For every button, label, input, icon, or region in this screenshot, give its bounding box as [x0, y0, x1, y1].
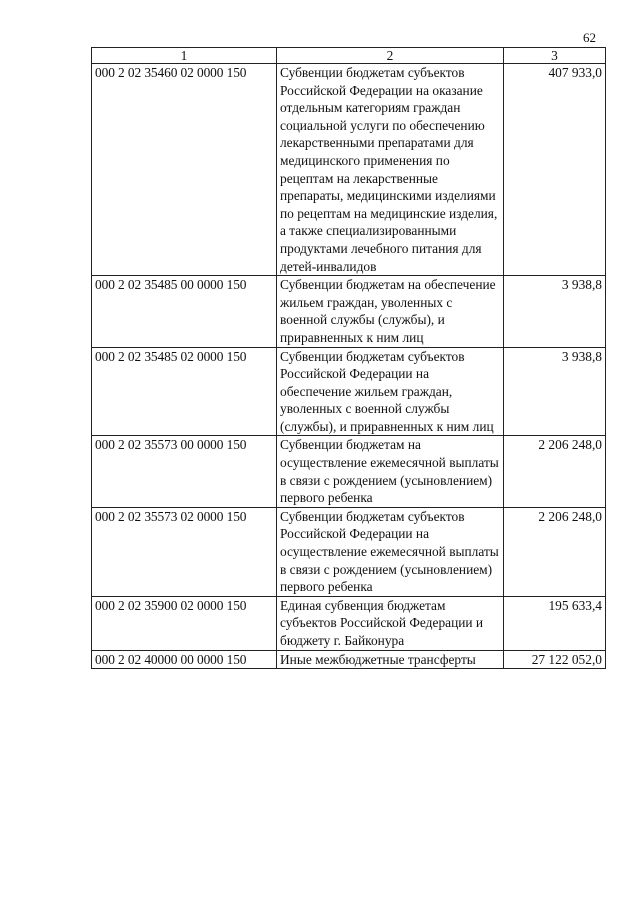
table-header-row [92, 48, 606, 64]
row-name: Субвенции бюджетам на обеспечение жильем граждан, уволенных с военной службы (службы), и приравненных к ним лиц [277, 276, 504, 347]
row-code: 000 2 02 35485 02 0000 150 [92, 347, 277, 436]
row-name: Единая субвенция бюджетам субъектов Российской Федерации и бюджету г. Байконура [277, 596, 504, 650]
row-amount: 407 933,0 [504, 64, 606, 276]
row-code: 000 2 02 40000 00 0000 150 [92, 650, 277, 669]
row-amount: 2 206 248,0 [504, 507, 606, 596]
table-row [92, 276, 606, 347]
row-code: 000 2 02 35573 02 0000 150 [92, 507, 277, 596]
row-name: Субвенции бюджетам субъектов Российской Федерации на оказание отдельным категориям граждан социальной услуги по обеспечению лекарственными препаратами для медицинского применения по рецептам на лекарственные препараты, медицинскими изделиями по рецептам на медицинские изделия, а также специализированными продуктами лечебного питания для детей-инвалидов [277, 64, 504, 276]
row-amount: 3 938,8 [504, 276, 606, 347]
row-amount: 2 206 248,0 [504, 436, 606, 507]
table-row [92, 436, 606, 507]
column-header-1: 1 [92, 48, 277, 64]
row-name: Иные межбюджетные трансферты [277, 650, 504, 669]
row-code: 000 2 02 35485 00 0000 150 [92, 276, 277, 347]
table-row [92, 596, 606, 650]
column-header-3: 3 [504, 48, 606, 64]
table-row [92, 507, 606, 596]
row-code: 000 2 02 35460 02 0000 150 [92, 64, 277, 276]
row-amount: 195 633,4 [504, 596, 606, 650]
table-row [92, 650, 606, 669]
row-name: Субвенции бюджетам субъектов Российской Федерации на осуществление ежемесячной выплаты в связи с рождением (усыновлением) первого ребенка [277, 507, 504, 596]
row-code: 000 2 02 35573 00 0000 150 [92, 436, 277, 507]
row-code: 000 2 02 35900 02 0000 150 [92, 596, 277, 650]
column-header-2: 2 [277, 48, 504, 64]
row-name: Субвенции бюджетам на осуществление ежемесячной выплаты в связи с рождением (усыновлением) первого ребенка [277, 436, 504, 507]
row-amount: 27 122 052,0 [504, 650, 606, 669]
table-row [92, 347, 606, 436]
page-number: 62 [583, 30, 596, 45]
budget-table [91, 47, 606, 669]
row-name: Субвенции бюджетам субъектов Российской Федерации на обеспечение жильем граждан, уволенных с военной службы (службы), и приравненных к ним лиц [277, 347, 504, 436]
table-row [92, 64, 606, 276]
row-amount: 3 938,8 [504, 347, 606, 436]
